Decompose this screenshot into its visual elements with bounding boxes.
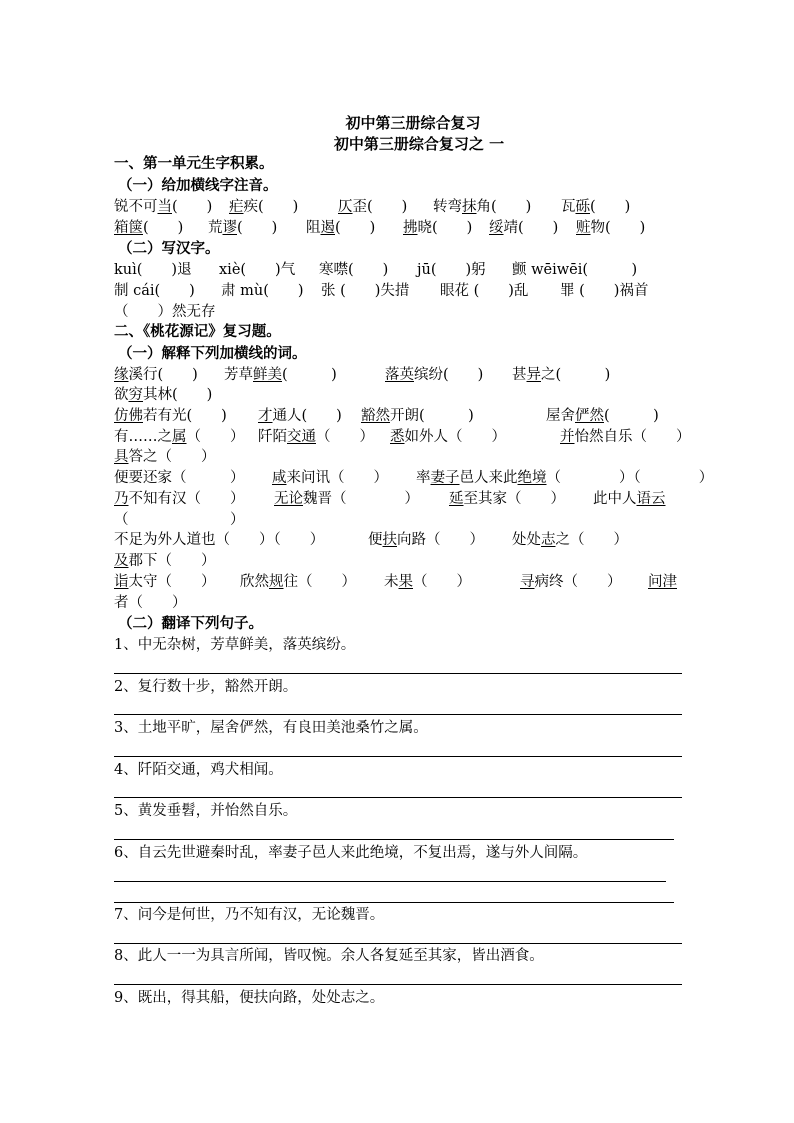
pinyin-item: 绥靖( )	[489, 220, 559, 236]
explain-item: 甚异之( )	[512, 367, 611, 383]
translate-sentence-6: 6、自云先世避秦时乱，率妻子邑人来此绝境，不复出焉，遂与外人间隔。	[114, 845, 588, 861]
hanzi-item: 制 cái( )	[114, 283, 195, 299]
section-two-heading: 二、《桃花源记》复习题。	[114, 323, 281, 340]
document-subtitle: 初中第三册综合复习之 一	[333, 135, 505, 153]
answer-line	[114, 714, 682, 715]
explain-item: 诣太守（ ）	[114, 574, 216, 590]
explain-item: 寻病终（ ）	[520, 574, 622, 590]
translate-subheading: （二）翻译下列句子。	[118, 615, 263, 632]
pinyin-item: 锐不可当( )	[114, 199, 213, 215]
hanzi-item: 肃 mù( )	[221, 283, 304, 299]
pinyin-item: 转弯抹角( )	[433, 199, 532, 215]
pinyin-item: 阻遏( )	[306, 220, 376, 236]
pinyin-item: 瓦砾( )	[561, 199, 631, 215]
explain-item: 率妻子邑人来此绝境（ ）（ ）	[416, 470, 714, 486]
explain-item: 咸来问讯（ ）	[272, 470, 388, 486]
answer-line	[114, 984, 682, 985]
hanzi-item: 罪 ( )祸首	[560, 283, 649, 299]
answer-line	[114, 797, 682, 798]
explain-item: 落英缤纷( )	[385, 367, 484, 383]
explain-item: 欲穷其林( )	[114, 387, 213, 403]
answer-line	[114, 839, 674, 840]
answer-line	[114, 756, 682, 757]
explain-item: 处处志之（ ）	[512, 532, 628, 548]
pinyin-item: 荒谬( )	[208, 220, 278, 236]
explain-item: 便要还家（ ）	[114, 470, 245, 486]
pinyin-item: 赃物( )	[576, 220, 646, 236]
hanzi-item: kuì( )退	[114, 262, 192, 278]
explain-item: 便扶向路（ ）	[368, 532, 484, 548]
explain-item: 阡陌交通（ ）	[258, 429, 374, 445]
hanzi-item: 张 ( )失措	[321, 283, 410, 299]
translate-sentence-3: 3、土地平旷，屋舍俨然，有良田美池桑竹之属。	[114, 720, 428, 736]
translate-sentence-7: 7、问今是何世，乃不知有汉，无论魏晋。	[114, 907, 385, 923]
explain-row-12: 者（ ）	[114, 595, 187, 611]
explain-item: 延至其家（ ）	[449, 491, 565, 507]
pinyin-item: 箱箧( )	[114, 220, 184, 236]
explain-row-8: （ ）	[114, 512, 245, 528]
explain-item: 不足为外人道也（ ）（ ）	[114, 532, 325, 548]
explain-item: 仿佛若有光( )	[114, 408, 227, 424]
answer-line	[114, 902, 674, 903]
section-one-heading: 一、第一单元生字积累。	[114, 155, 274, 172]
explain-subheading: （一）解释下列加横线的词。	[118, 345, 307, 362]
translate-sentence-8: 8、此人一一为具言所闻，皆叹惋。余人各复延至其家，皆出酒食。	[114, 948, 544, 964]
hanzi-item: jū( )躬	[417, 262, 486, 278]
explain-item: 及郡下（ ）	[114, 553, 216, 569]
hanzi-row-3: （ ）然无存	[114, 304, 216, 320]
hanzi-item: 颤 wēiwēi( )	[512, 262, 638, 278]
translate-sentence-1: 1、中无杂树，芳草鲜美，落英缤纷。	[114, 637, 356, 653]
explain-item: 乃不知有汉（ ）	[114, 491, 245, 507]
explain-item: 才通人( )	[258, 408, 342, 424]
explain-item: 问津	[648, 574, 677, 590]
pinyin-item: 仄歪( )	[338, 199, 408, 215]
explain-item: 并怡然自乐（ ）	[560, 429, 691, 445]
pinyin-item: 拂晓( )	[403, 220, 473, 236]
hanzi-item: 眼花 ( )乱	[440, 283, 529, 299]
explain-item: 具答之（ ）	[114, 449, 216, 465]
answer-line	[114, 673, 682, 674]
hanzi-subheading: （二）写汉字。	[118, 240, 220, 257]
explain-item: 未果（ ）	[384, 574, 471, 590]
pinyin-subheading: （一）给加横线字注音。	[118, 177, 278, 194]
explain-item: 豁然开朗( )	[361, 408, 474, 424]
answer-line	[114, 881, 666, 882]
explain-item: 屋舍俨然( )	[546, 408, 659, 424]
translate-sentence-9: 9、既出，得其船，便扶向路，处处志之。	[114, 990, 385, 1006]
translate-sentence-5: 5、黄发垂髫，并怡然自乐。	[114, 803, 298, 819]
translate-sentence-4: 4、阡陌交通，鸡犬相闻。	[114, 762, 283, 778]
explain-item: 此中人语云	[593, 491, 666, 507]
explain-item: 缘溪行( )	[114, 367, 198, 383]
pinyin-item: 疟疾( )	[229, 199, 299, 215]
document-title: 初中第三册综合复习	[345, 114, 481, 132]
explain-item: 芳草鲜美( )	[224, 367, 337, 383]
hanzi-item: 寒噤( )	[319, 262, 389, 278]
explain-item: 有……之属（ ）	[114, 429, 245, 445]
translate-sentence-2: 2、复行数十步，豁然开朗。	[114, 679, 298, 695]
explain-item: 欣然规往（ ）	[240, 574, 356, 590]
explain-item: 无论魏晋（ ）	[274, 491, 419, 507]
answer-line	[114, 943, 682, 944]
hanzi-item: xiè( )气	[219, 262, 296, 278]
explain-item: 悉如外人（ ）	[390, 429, 506, 445]
